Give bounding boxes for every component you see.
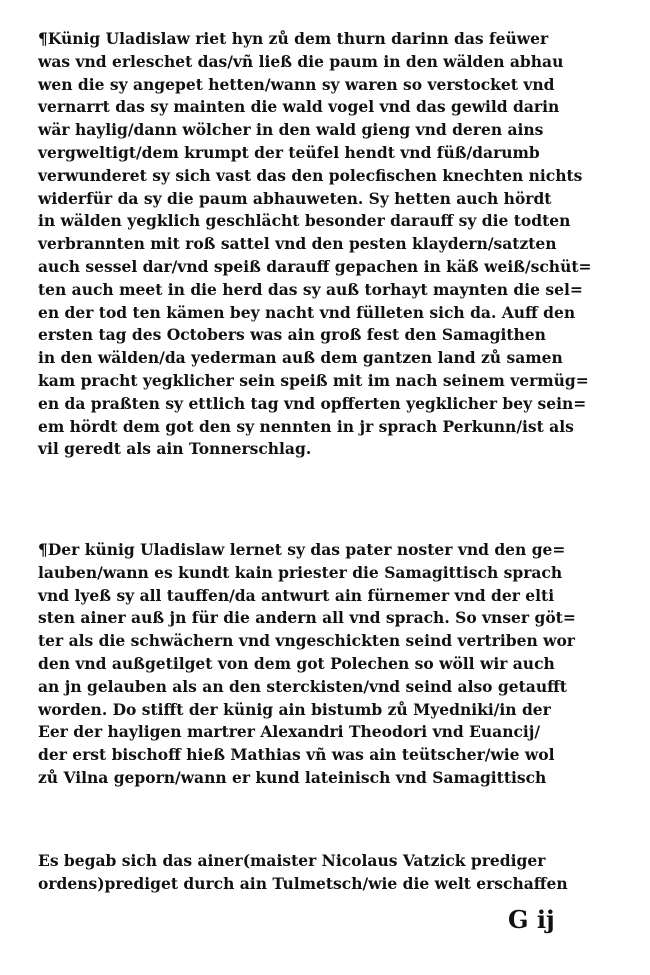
- text-line: ten auch meet in die herd das sy auß torhayt maynten die sel=: [38, 279, 583, 299]
- text-line: kam pracht yegklicher sein speiß mit im nach seinem vermüg=: [38, 370, 589, 390]
- text-line: Eer der hayligen martrer Alexandri Theodori vnd Euancij/: [38, 722, 541, 742]
- text-line: vergweltigt/dem krumpt der teüfel hendt vnd füß/darumb: [38, 142, 540, 162]
- text-line: zů Vilna geporn/wann er kund lateinisch vnd Samagittisch: [38, 767, 547, 787]
- text-line: vernarrt das sy mainten die wald vogel vnd das gewild darin: [38, 97, 560, 117]
- text-line: verwunderet sy sich vast das den polecfischen knechten nichts: [38, 165, 583, 185]
- text-line: wen die sy angepet hetten/wann sy waren so verstocket vnd: [38, 74, 555, 94]
- text-line: em hördt dem got den sy nennten in jr sprach Perkunn/ist als: [38, 416, 574, 436]
- text-line: den vnd außgetilget von dem got Polechen so wöll wir auch: [38, 653, 555, 673]
- text-line: ersten tag des Octobers was ain groß fest den Samagithen: [38, 325, 546, 345]
- text-line: in wälden yegklich geschlächt besonder darauff sy die todten: [38, 211, 571, 231]
- text-line: en der tod ten kämen bey nacht vnd fülleten sich da. Auff den: [38, 302, 576, 322]
- text-line: ¶Künig Uladislaw riet hyn zů dem thurn darinn das feüwer: [38, 29, 549, 48]
- text-line: vnd lyeß sy all tauffen/da antwurt ain fürnemer vnd der elti: [38, 585, 555, 605]
- text-line: an jn gelauben als an den sterckisten/vnd seind also getaufft: [38, 676, 567, 696]
- text-line: en da praßten sy ettlich tag vnd opfferten yegklicher bey sein=: [38, 393, 587, 413]
- text-line: worden. Do stifft der künig ain bistumb zů Myedniki/in der: [38, 699, 551, 719]
- text-line: in den wälden/da yederman auß dem gantzen land zů samen: [38, 348, 563, 368]
- signature-mark: G ij: [508, 905, 555, 934]
- text-line: verbrannten mit roß sattel vnd den pesten klaydern/satzten: [38, 234, 557, 254]
- text-line: wär haylig/dann wölcher in den wald gieng vnd deren ains: [38, 120, 544, 140]
- text-line: lauben/wann es kundt kain priester die Samagittisch sprach: [38, 562, 563, 582]
- text-line: was vnd erleschet das/vñ ließ die paum in den wälden abhau: [38, 51, 564, 71]
- text-line: Es begab sich das ainer(maister Nicolaus Vatzick prediger: [38, 851, 546, 870]
- text-line: der erst bischoff hieß Mathias vñ was ain teütscher/wie wol: [38, 745, 555, 765]
- text-line: auch sessel dar/vnd speiß darauff gepachen in käß weiß/schüt=: [38, 256, 592, 276]
- text-line: sten ainer auß jn für die andern all vnd sprach. So vnser göt=: [38, 608, 576, 628]
- paragraph-2: [38, 539, 616, 790]
- text-line: ter als die schwächern vnd vngeschickten seind vertriben wor: [38, 631, 575, 651]
- text-line: vil geredt als ain Tonnerschlag.: [38, 439, 312, 459]
- text-line: ¶Der künig Uladislaw lernet sy das pater noster vnd den ge=: [38, 540, 566, 559]
- paragraph-1: [38, 28, 616, 461]
- text-line: ordens)prediget durch ain Tulmetsch/wie die welt erschaffen: [38, 873, 568, 893]
- text-line: widerfür da sy die paum abhauweten. Sy hetten auch hördt: [38, 188, 552, 208]
- paragraph-3: [38, 850, 616, 896]
